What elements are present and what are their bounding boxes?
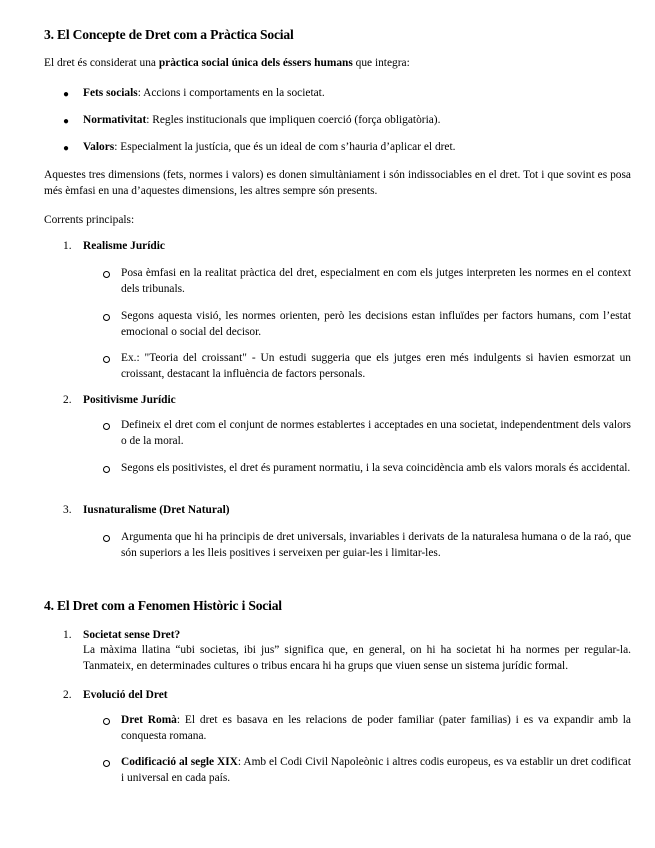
- societat-text: La màxima llatina “ubi societas, ibi jus” significa que, en general, on hi ha societat hi ha normes per regular-la. Tanmateix, en determinades cultures o tribus encara hi ha grups que viuen sense un sistema jurídic formal.: [83, 644, 631, 672]
- list-number: 3.: [63, 504, 72, 516]
- evolucio-point-codificacio: [121, 755, 631, 786]
- bullet-term: Valors: [83, 141, 115, 153]
- point-text: : Amb el Codi Civil Napoleònic i altres codis europeus, es va establir un dret codificat i universal en cada país.: [121, 756, 631, 784]
- positivisme-point-2: Segons els positivistes, el dret és purament normatiu, i la seva coincidència amb els valors morals és accidental.: [121, 462, 631, 474]
- current-title-iusnaturalisme: Iusnaturalisme (Dret Natural): [83, 504, 230, 516]
- bullet-text: : Regles institucionals que impliquen coerció (força obligatòria).: [146, 114, 441, 126]
- point-text: : El dret es basava en les relacions de poder familiar (pater familias) i es va expandir amb la conquesta romana.: [121, 714, 631, 742]
- realisme-point-2: Segons aquesta visió, les normes orienten, però les decisions estan influïdes per factors humans, com l’estat emocional o social del decisor.: [121, 310, 631, 338]
- list-number: 2.: [63, 394, 72, 406]
- intro-pre: El dret és considerat una: [44, 57, 159, 69]
- section-3-title: 3. El Concepte de Dret com a Pràctica Social: [44, 27, 294, 42]
- circle-bullet-icon: [103, 760, 110, 767]
- bullet-term: Normativitat: [83, 114, 147, 126]
- circle-bullet-icon: [103, 423, 110, 430]
- bullet-text: : Especialment la justícia, que és un ideal de com s’hauria d’aplicar el dret.: [114, 141, 456, 153]
- item-title-evolucio: Evolució del Dret: [83, 689, 168, 701]
- section-4-title: 4. El Dret com a Fenomen Històric i Social: [44, 598, 282, 613]
- intro-bold: pràctica social única dels éssers humans: [158, 57, 353, 69]
- circle-bullet-icon: [103, 535, 110, 542]
- positivisme-point-1: Defineix el dret com el conjunt de normes establertes i acceptades en una societat, independentment dels valors o de la moral.: [121, 419, 631, 447]
- currents-label: Corrents principals:: [44, 214, 135, 226]
- circle-bullet-icon: [103, 718, 110, 725]
- iusnaturalisme-point-1: Argumenta que hi ha principis de dret universals, invariables i derivats de la naturalesa humana o de la raó, que són superiors a les lleis positives i serveixen per guiar-les i limitar-les.: [121, 531, 631, 559]
- bullet-dot-icon: ●: [63, 89, 70, 100]
- list-number: 2.: [63, 689, 72, 701]
- circle-bullet-icon: [103, 466, 110, 473]
- bullet-dot-icon: ●: [63, 143, 70, 154]
- current-title-realisme: Realisme Jurídic: [83, 240, 165, 252]
- point-term: Codificació al segle XIX: [121, 756, 238, 768]
- intro-post: que integra:: [352, 57, 410, 69]
- bullet-normativitat: [83, 113, 440, 129]
- bullet-dot-icon: ●: [63, 116, 70, 127]
- bullet-fets-socials: [83, 86, 325, 102]
- list-number: 1.: [63, 629, 72, 641]
- section-3-paragraph: Aquestes tres dimensions (fets, normes i valors) es donen simultàniament i són indissociables en el dret. Tot i que sovint es posa més èmfasi en una d’aquestes dimensions, les altres sempre són presents.: [44, 169, 631, 197]
- evolucio-point-dret-roma: [121, 713, 631, 744]
- item-title-societat: Societat sense Dret?: [83, 629, 181, 641]
- bullet-text: : Accions i comportaments en la societat.: [137, 87, 325, 99]
- current-title-positivisme: Positivisme Jurídic: [83, 394, 176, 406]
- bullet-term: Fets socials: [83, 87, 138, 99]
- bullet-valors: [83, 140, 456, 156]
- circle-bullet-icon: [103, 271, 110, 278]
- list-number: 1.: [63, 240, 72, 252]
- point-term: Dret Romà: [121, 714, 177, 726]
- realisme-point-1: Posa èmfasi en la realitat pràctica del dret, especialment en com els jutges interpreten les normes en el context dels tribunals.: [121, 267, 631, 295]
- section-3-intro: [44, 56, 410, 72]
- realisme-point-3: Ex.: "Teoria del croissant" - Un estudi suggeria que els jutges eren més indulgents si havien esmorzat un croissant, destacant la influència de factors personals.: [121, 352, 631, 380]
- circle-bullet-icon: [103, 314, 110, 321]
- circle-bullet-icon: [103, 356, 110, 363]
